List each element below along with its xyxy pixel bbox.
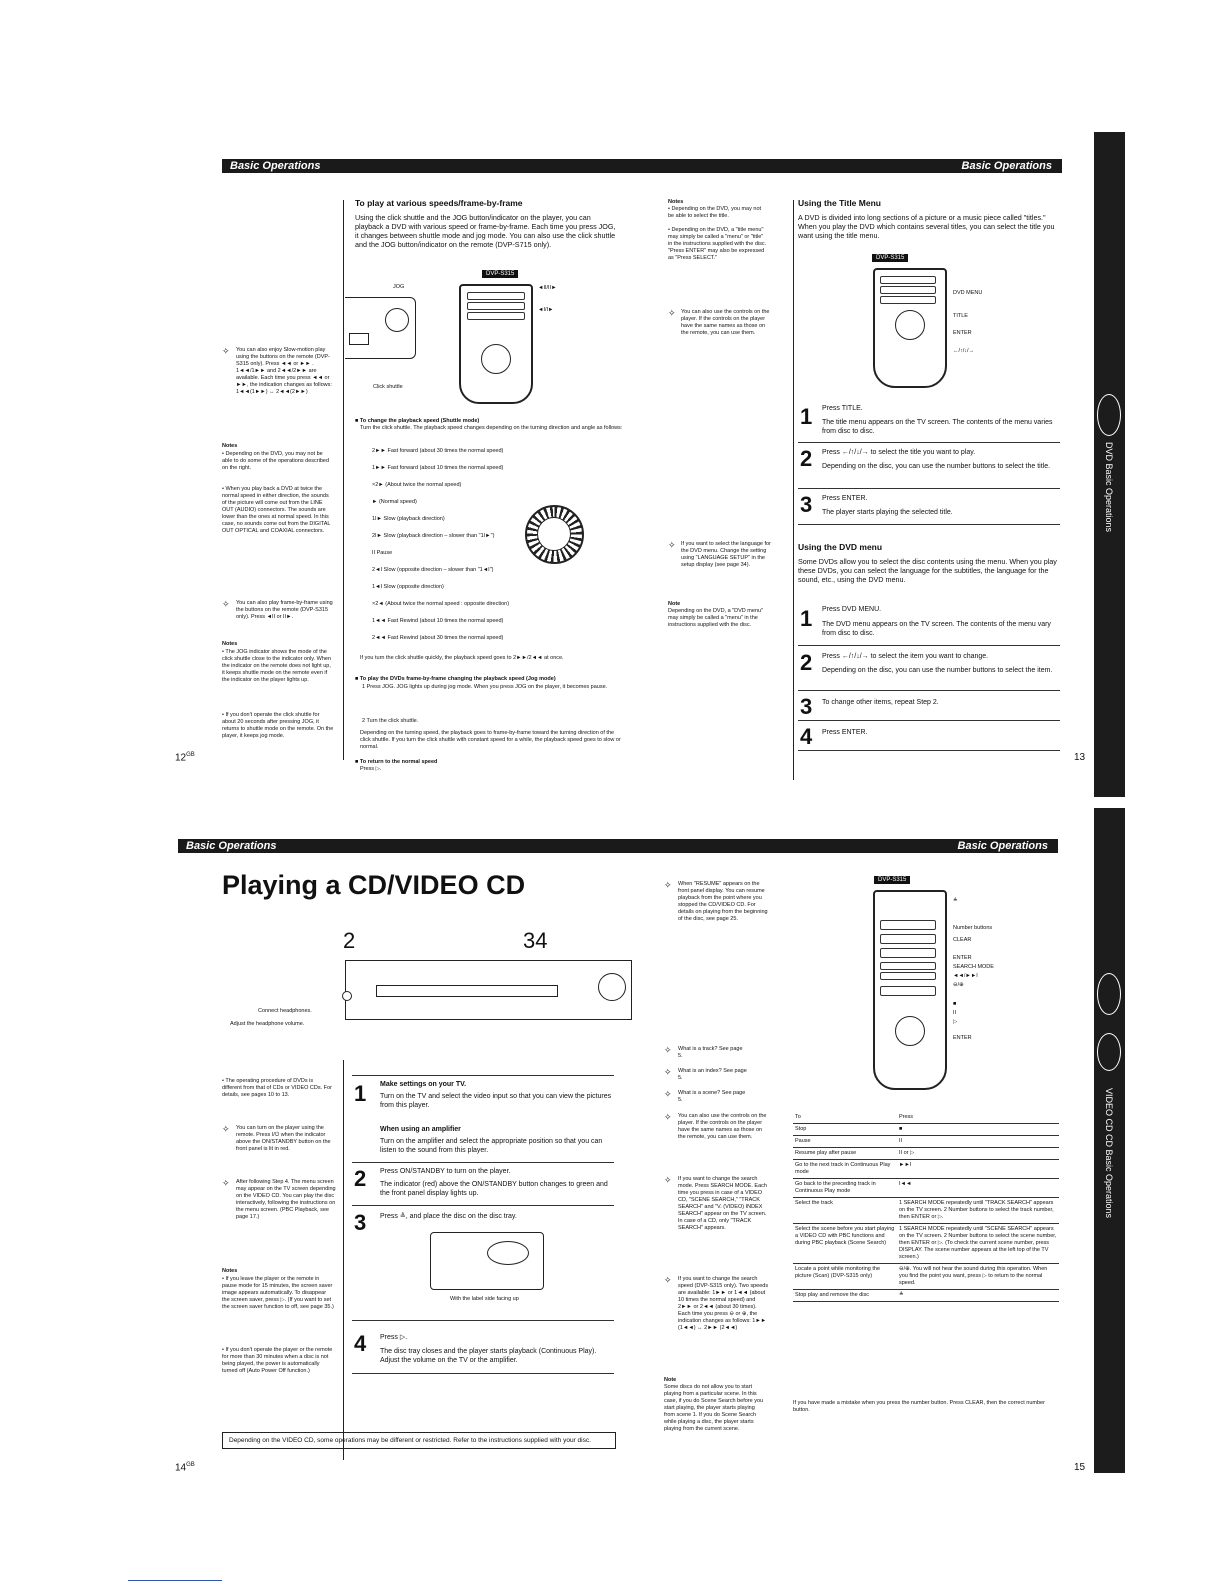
remote-buttons bbox=[880, 296, 936, 304]
tip-icon: ✧ bbox=[664, 1089, 672, 1099]
page14-column-rule bbox=[343, 1060, 344, 1460]
step-heading: Press ENTER. bbox=[822, 495, 868, 502]
step-number: 1 bbox=[800, 606, 813, 631]
jog-mode-head: ■ To play the DVDs frame-by-frame changing the playback speed (Jog mode) bbox=[355, 676, 556, 682]
table-row bbox=[793, 1198, 1059, 1224]
step2-text: The indicator (red) above the ON/STANDBY button changes to green and the front panel display lights up. bbox=[380, 1181, 608, 1197]
tip-icon: ✧ bbox=[664, 1275, 672, 1285]
step-number: 4 bbox=[800, 724, 813, 749]
page14-tip1: You can turn on the player using the remote. Press I/⏻ when the indicator above the ON/STANDBY button on the front panel is lit in red. bbox=[236, 1125, 331, 1152]
dvd-menu-heading: Using the DVD menu bbox=[798, 542, 883, 552]
table-cell-to: Select the track bbox=[793, 1198, 897, 1224]
disc-tray bbox=[376, 985, 558, 997]
step-number: 3 bbox=[800, 694, 813, 719]
dvd-menu-steps bbox=[798, 600, 1060, 785]
step4-text: The disc tray closes and the player starts playback (Continuous Play). Adjust the volume on the TV or the amplifier. bbox=[380, 1348, 597, 1364]
shuttle-mode-text: Turn the click shuttle. The playback speed changes depending on the turning direction and angle as follows: bbox=[360, 425, 623, 431]
page-title: Playing a CD/VIDEO CD bbox=[222, 870, 526, 900]
page15-side-tab bbox=[1094, 808, 1125, 1473]
front-button bbox=[349, 333, 369, 345]
jog-step2: 2 Turn the click shuttle. bbox=[362, 718, 419, 724]
jog-label: JOG bbox=[393, 284, 405, 290]
page14-note1: • If you leave the player or the remote in pause mode for 15 minutes, the screen saver image appears automatically. To disappear the screen saver, press ▷. (If you want to set the screen saver function to off, see page 35.) bbox=[222, 1276, 334, 1310]
page14-tip2: After following Step 4. The menu screen may appear on the TV screen depending on the VIDEO CD. You can play the disc interactively, following the instructions on the menu screen. (PBC Playback, see page 17.) bbox=[236, 1179, 336, 1220]
remote-illustration bbox=[873, 268, 947, 388]
shuttle-mode-head: ■ To change the playback speed (Shuttle mode) bbox=[355, 418, 480, 424]
remote-buttons bbox=[467, 302, 525, 310]
step-heading: Press ←/↑/↓/→ to select the title you want to play. bbox=[822, 449, 976, 456]
page13-note1: • Depending on the DVD, you may not be able to select the title. bbox=[668, 206, 762, 219]
step-divider bbox=[798, 750, 1060, 751]
tray-label: With the label side facing up bbox=[450, 1296, 519, 1302]
table-cell-to: Pause bbox=[793, 1136, 897, 1148]
table-cell-to: Stop bbox=[793, 1124, 897, 1136]
table-cell-press: ⊖/⊕. You will not hear the sound during this operation. When you find the point you want, press ▷ to return to the normal speed. bbox=[897, 1264, 1059, 1290]
cd-logo-icon bbox=[1097, 1033, 1121, 1071]
step-text: Depending on the disc, you can use the number buttons to select the title. bbox=[822, 463, 1051, 470]
step-number: 4 bbox=[354, 1331, 367, 1356]
table-row bbox=[793, 1264, 1059, 1290]
step-text: The player starts playing the selected title. bbox=[822, 509, 953, 516]
page12-note2: • When you play back a DVD at twice the normal speed in either direction, the sounds of the picture will come out from the LINE OUT (AUDIO) connectors. The sounds are lower than the ones at normal speed. In this case, no sounds come out from the DIGITAL OUT OPTICAL and COAXIAL connectors. bbox=[222, 486, 331, 534]
table-cell-press: I◄◄ bbox=[897, 1179, 1059, 1198]
step-heading: To change other items, repeat Step 2. bbox=[822, 699, 939, 706]
model-badge: DVP-S315 bbox=[872, 254, 908, 262]
callout-number-buttons: Number buttons bbox=[953, 925, 993, 931]
remote-callout: ◄I/I► bbox=[538, 307, 554, 313]
tip-icon: ✧ bbox=[664, 1045, 672, 1055]
page12-number: $12^{GB}$ bbox=[175, 752, 195, 764]
page13-note3: Depending on the DVD, a "DVD menu" may simply be called a "menu" in the instructions supplied with the disc. bbox=[668, 608, 764, 628]
tip-icon: ✧ bbox=[664, 1175, 672, 1185]
step-number: 2 bbox=[800, 650, 813, 675]
page15-q2: What is an index? See page 5. bbox=[678, 1068, 747, 1081]
side-tab-label: DVD Basic Operations bbox=[1104, 442, 1114, 533]
callout-clear: CLEAR bbox=[953, 937, 972, 943]
page15-q3: What is a scene? See page 5. bbox=[678, 1090, 746, 1103]
step2-heading: Press ON/STANDBY to turn on the player. bbox=[380, 1168, 511, 1175]
step-divider bbox=[798, 690, 1060, 691]
remote-buttons bbox=[467, 292, 525, 300]
tip-icon: ✧ bbox=[222, 346, 230, 356]
page12-header-band bbox=[222, 159, 610, 173]
speed-item: 1◄◄ Fast Rewind (about 10 times the normal speed) bbox=[372, 618, 504, 624]
callout-arrows: ←/↑/↓/→ bbox=[953, 348, 975, 354]
page12-intro: Using the click shuttle and the JOG button/indicator on the player, you can playback a DVD with various speed or frame-by-frame. Each time you press JOG, it changes between shuttle mode and jog mode. You can also use the click shuttle and the JOG button/indicator on the remote (DVP-S715 only). bbox=[355, 213, 616, 249]
table-cell-to: Locate a point while monitoring the picture (Scan) (DVP-S315 only) bbox=[793, 1264, 897, 1290]
table-header-row bbox=[793, 1112, 1059, 1124]
table-cell-to: Go to the next track in Continuous Play mode bbox=[793, 1160, 897, 1179]
title-menu-intro: A DVD is divided into long sections of a picture or a music piece called "titles." When you play the DVD which contains several titles, you can select the title you want using the title menu. bbox=[798, 213, 1055, 240]
remote-buttons bbox=[880, 972, 936, 980]
page15-tip-controls: You can also use the controls on the player. If the controls on the player have the same names as those on the remote, you can use them. bbox=[678, 1113, 767, 1140]
amp-text: Turn on the amplifier and select the appropriate position so that you can listen to the sound from this player. bbox=[380, 1138, 603, 1154]
step-number: 1 bbox=[354, 1081, 367, 1106]
step-heading: Press DVD MENU. bbox=[822, 606, 882, 613]
step3-heading: Press ≜, and place the disc on the disc tray. bbox=[380, 1213, 517, 1220]
disc-tray-illustration bbox=[430, 1232, 544, 1290]
cd-player-illustration bbox=[345, 960, 632, 1020]
page13-note2: • Depending on the DVD, a "title menu" may simply be called a "menu" or "title" in the instructions supplied with the disc. "Press ENTER" may also be expressed as "Press SELECT." bbox=[668, 227, 767, 261]
speed-item: 2I► Slow (playback direction – slower than "1I►") bbox=[372, 533, 495, 539]
step-divider bbox=[798, 524, 1060, 525]
page13-side-tab bbox=[1094, 132, 1125, 797]
adjust-volume-label: Adjust the headphone volume. bbox=[230, 1021, 305, 1027]
step-divider bbox=[798, 442, 1060, 443]
boxed-note: Depending on the VIDEO CD, some operations may be different or restricted. Refer to the instructions supplied with your disc. bbox=[222, 1432, 616, 1449]
speed-item: ► (Normal speed) bbox=[372, 499, 417, 505]
page13-column-rule bbox=[793, 200, 794, 780]
disc-icon bbox=[487, 1241, 529, 1265]
table-row bbox=[793, 1124, 1059, 1136]
page12-tip2: You can also play frame-by-frame using the buttons on the remote (DVP-S315 only). Press ◄II or II►. bbox=[236, 600, 333, 620]
table-header-press: Press bbox=[897, 1112, 1059, 1124]
dvd-logo-icon bbox=[1097, 394, 1121, 436]
table-row bbox=[793, 1160, 1059, 1179]
page12-note4: • If you don't operate the click shuttle for about 20 seconds after pressing JOG, it returns to shuttle mode on the remote. On the player, it keeps jog mode. bbox=[222, 712, 334, 739]
table-row bbox=[793, 1224, 1059, 1264]
step1-heading: Make settings on your TV. bbox=[380, 1081, 467, 1088]
table-row bbox=[793, 1290, 1059, 1302]
speed-item: 1◄I Slow (opposite direction) bbox=[372, 584, 444, 590]
speed-item: 2►► Fast forward (about 30 times the normal speed) bbox=[372, 448, 504, 454]
callout-scan: ⊖/⊕ bbox=[953, 982, 964, 988]
volume-knob bbox=[598, 973, 626, 1001]
tip-icon: ✧ bbox=[222, 599, 230, 609]
dvd-menu-intro: Some DVDs allow you to select the disc contents using the menu. When you play these DVDs, you can select the language for the subtitles, the language for the sound, etc., using the DVD menu. bbox=[798, 557, 1057, 584]
page12-section-title: To play at various speeds/frame-by-frame bbox=[355, 198, 523, 208]
remote-buttons bbox=[880, 962, 936, 970]
speed-item: 1►► Fast forward (about 10 times the normal speed) bbox=[372, 465, 504, 471]
page12-note1: • Depending on the DVD, you may not be able to do some of the operations described on the right. bbox=[222, 451, 330, 471]
page14-header-label: Basic Operations bbox=[186, 840, 277, 852]
page15-header-label: Basic Operations bbox=[957, 840, 1048, 852]
label-step-34: 34 bbox=[523, 928, 548, 953]
remote-cursor-pad bbox=[895, 310, 925, 340]
click-shuttle-label: Click shuttle bbox=[373, 384, 403, 390]
table-cell-press: ■ bbox=[897, 1124, 1059, 1136]
headphone-jack bbox=[342, 991, 352, 1001]
remote-cursor-pad bbox=[895, 1016, 925, 1046]
title-menu-heading: Using the Title Menu bbox=[798, 198, 881, 208]
page13-notes-title: Notes bbox=[668, 199, 684, 205]
step-divider bbox=[352, 1205, 614, 1206]
model-badge: DVP-S315 bbox=[482, 270, 518, 278]
remote-illustration bbox=[459, 284, 533, 404]
shuttle-dial-center bbox=[537, 517, 571, 551]
title-menu-steps bbox=[798, 400, 1060, 530]
remote-buttons bbox=[467, 312, 525, 320]
page14-header-band bbox=[178, 839, 619, 853]
page13-note-title2: Note bbox=[668, 601, 681, 607]
table-cell-to: Resume play after pause bbox=[793, 1148, 897, 1160]
callout-search-mode: SEARCH MODE bbox=[953, 964, 994, 970]
remote-buttons bbox=[880, 920, 936, 930]
operations-table bbox=[793, 1112, 1059, 1302]
page12-notes2-title: Notes bbox=[222, 641, 238, 647]
page15-tip-search: If you want to change the search mode. Press SEARCH MODE. Each time you press in case of a VIDEO CD, "SCENE SEARCH," "TRACK SEARCH" and "V. (VIDEO) INDEX SEARCH" appear on the TV screen. In case of a CD, only "TRACK SEARCH" appears. bbox=[678, 1176, 767, 1231]
callout-skip: ◄◄/►►I bbox=[953, 973, 978, 979]
table-cell-to: Select the scene before you start playing a VIDEO CD with PBC functions and during PBC playback (Scene Search) bbox=[793, 1224, 897, 1264]
remote-buttons bbox=[880, 948, 936, 958]
page13-header-band bbox=[610, 159, 1062, 173]
callout-stop: ■ bbox=[953, 1001, 957, 1007]
step-number: 1 bbox=[800, 404, 813, 429]
remote-callout: ◄II/II► bbox=[538, 285, 557, 291]
table-cell-press: II bbox=[897, 1136, 1059, 1148]
page14-number: $14^{GB}$ bbox=[175, 1462, 195, 1474]
callout-enter: ENTER bbox=[953, 955, 972, 961]
remote-buttons bbox=[880, 986, 936, 996]
page15-tip-resume: When "RESUME" appears on the front panel display. You can resume playback from the point where you stopped the CD/VIDEO CD. For details on playing from the beginning of the disc, see page 25. bbox=[678, 881, 768, 922]
remote-buttons bbox=[880, 934, 936, 944]
page14-side-note: • The operating procedure of DVDs is different from that of CDs or VIDEO CDs. For details, see pages 10 to 13. bbox=[222, 1078, 332, 1098]
table-cell-press: 1 SEARCH MODE repeatedly until "TRACK SEARCH" appears on the TV screen. 2 Number buttons to select the track number, then ENTER or ▷. bbox=[897, 1198, 1059, 1224]
side-tab-label: VIDEO CD CD Basic Operations bbox=[1104, 1088, 1114, 1219]
page15-header-band bbox=[619, 839, 1058, 853]
table-cell-press: II or ▷ bbox=[897, 1148, 1059, 1160]
bottom-rule bbox=[128, 1580, 222, 1581]
remote-shuttle-dial bbox=[481, 344, 511, 374]
tip-icon: ✧ bbox=[664, 1067, 672, 1077]
step-number: 3 bbox=[354, 1210, 367, 1235]
step-heading: Press ENTER. bbox=[822, 729, 868, 736]
speed-item: 1I► Slow (playback direction) bbox=[372, 516, 445, 522]
mistake-tip: If you have made a mistake when you press the number button. Press CLEAR, then the correct number button. bbox=[793, 1400, 1045, 1413]
step-divider bbox=[352, 1373, 614, 1374]
page12-tip1: You can also enjoy Slow-motion play using the buttons on the remote (DVP-S315 only). Press ◄◄ or ►► . 1◄◄/1►► and 2◄◄/2►► are available. Each time you press ◄◄ or ►►, the indication changes as follows: 1◄◄(1►►) ↔ 2◄◄(2►►) bbox=[236, 347, 332, 395]
page13-header-label: Basic Operations bbox=[961, 160, 1052, 172]
tip-icon: ✧ bbox=[668, 308, 676, 318]
step1-text: Turn on the TV and select the video input so that you can view the pictures from this player. bbox=[380, 1093, 612, 1109]
table-row bbox=[793, 1136, 1059, 1148]
callout-eject: ≜ bbox=[953, 898, 958, 904]
video-cd-logo-icon bbox=[1097, 973, 1121, 1015]
remote-buttons bbox=[880, 286, 936, 294]
table-cell-press: 1 SEARCH MODE repeatedly until "SCENE SEARCH" appears on the TV screen. 2 Number buttons to select the scene number, then ENTER or ▷. (To check the current scene number, press DISPLAY. The scene number appears at the left top of the TV screen.) bbox=[897, 1224, 1059, 1264]
page13-tip2: If you want to select the language for the DVD menu. Change the setting using "LANGUAGE SETUP" in the setup display (see page 34). bbox=[681, 541, 771, 568]
step4-heading: Press ▷. bbox=[380, 1334, 408, 1341]
model-badge: DVP-S315 bbox=[874, 876, 910, 884]
step-divider bbox=[352, 1162, 614, 1163]
tip-icon: ✧ bbox=[222, 1124, 230, 1134]
tip-icon: ✧ bbox=[222, 1178, 230, 1188]
page15-note: Some discs do not allow you to start playing from a particular scene. In this case, if you do Scene Search before you start playing, the player starts playing from scene 1. If you do Scene Search while playing a disc, the player starts playing from the current scene. bbox=[664, 1384, 764, 1432]
speed-item: II Pause bbox=[372, 550, 393, 556]
connect-headphones-label: Connect headphones. bbox=[258, 1008, 312, 1014]
callout-pause: II bbox=[953, 1010, 957, 1016]
tip-icon: ✧ bbox=[664, 1112, 672, 1122]
page15-q1: What is a track? See page 5. bbox=[678, 1046, 743, 1059]
amp-heading: When using an amplifier bbox=[380, 1126, 461, 1133]
page13-number: 13 bbox=[1074, 752, 1086, 763]
table-cell-press: ≜ bbox=[897, 1290, 1059, 1302]
step-heading: Press TITLE. bbox=[822, 405, 863, 412]
step-number: 2 bbox=[800, 446, 813, 471]
step-divider bbox=[798, 720, 1060, 721]
callout-enter: ENTER bbox=[953, 330, 972, 336]
step-number: 2 bbox=[354, 1166, 367, 1191]
speed-item: ×2► (About twice the normal speed) bbox=[372, 482, 462, 488]
page15-number: 15 bbox=[1074, 1462, 1086, 1473]
table-cell-to: Stop play and remove the disc bbox=[793, 1290, 897, 1302]
remote-illustration bbox=[873, 890, 947, 1090]
step-divider bbox=[352, 1075, 614, 1076]
speed-item: 2◄◄ Fast Rewind (about 30 times the normal speed) bbox=[372, 635, 504, 641]
table-header-to: To bbox=[793, 1112, 897, 1124]
remote-buttons bbox=[880, 276, 936, 284]
player-illustration bbox=[345, 297, 416, 359]
quick-turn-text: If you turn the click shuttle quickly, the playback speed goes to 2►►/2◄◄ at once. bbox=[360, 655, 564, 661]
speed-item: ×2◄ (About twice the normal speed : opposite direction) bbox=[372, 601, 510, 607]
tip-icon: ✧ bbox=[668, 540, 676, 550]
page12-notes-title: Notes bbox=[222, 443, 238, 449]
label-step-2: 2 bbox=[343, 928, 356, 953]
page15-note-title: Note bbox=[664, 1377, 677, 1383]
table-row bbox=[793, 1179, 1059, 1198]
normal-speed-text: Press ▷. bbox=[360, 766, 382, 772]
step-text: The title menu appears on the TV screen. The contents of the menu varies from disc to disc. bbox=[822, 419, 1053, 435]
page12-note3: • The JOG indicator shows the mode of the click shuttle close to the indicator only. When the indicator on the remote does not light up, it keeps shuttle mode on the remote even if the indicator on the player lights up. bbox=[222, 649, 332, 683]
speed-item: 2◄I Slow (opposite direction – slower than "1◄I") bbox=[372, 567, 494, 573]
table-cell-press: ►►I bbox=[897, 1160, 1059, 1179]
step-divider bbox=[798, 645, 1060, 646]
callout-title: TITLE bbox=[953, 313, 968, 319]
step-heading: Press ←/↑/↓/→ to select the item you want to change. bbox=[822, 653, 989, 660]
page14-notes-title: Notes bbox=[222, 1268, 238, 1274]
step-divider bbox=[352, 1320, 614, 1321]
step-text: Depending on the disc, you can use the number buttons to select the item. bbox=[822, 667, 1053, 674]
callout-play: ▷ bbox=[953, 1019, 958, 1025]
page13-tip1: You can also use the controls on the player. If the controls on the player have the same names as those on the remote, you can use them. bbox=[681, 309, 770, 336]
page12-column-rule bbox=[343, 200, 344, 760]
jog-text: Depending on the turning speed, the playback goes to frame-by-frame toward the turning direction of the click shuttle. If you turn the click shuttle with constant speed for a while, the playback speed goes to slow or normal. bbox=[360, 730, 621, 750]
page14-note2: • If you don't operate the player or the remote for more than 30 minutes when a disc is not being played, the power is automatically turned off (Auto Power Off function.) bbox=[222, 1347, 333, 1374]
table-row bbox=[793, 1148, 1059, 1160]
jog-dial bbox=[385, 308, 409, 332]
step-text: The DVD menu appears on the TV screen. The contents of the menu vary from disc to disc. bbox=[822, 621, 1051, 637]
jog-step1: 1 Press JOG. JOG lights up during jog mode. When you press JOG on the player, it becomes pause. bbox=[362, 684, 608, 690]
callout-enter-2: ENTER bbox=[953, 1035, 972, 1041]
step-number: 3 bbox=[800, 492, 813, 517]
tip-icon: ✧ bbox=[664, 880, 672, 890]
callout-dvd-menu: DVD MENU bbox=[953, 290, 983, 296]
page15-tip-speed: If you want to change the search speed (DVP-S315 only). Two speeds are available: 1►► or 1◄◄ (about 10 times the normal speed) and 2►► or 2◄◄ (about 30 times). Each time you press ⊖ or ⊕, the indication changes as follows: 1►► (1◄◄) ↔ 2►► (2◄◄) bbox=[678, 1276, 769, 1331]
normal-speed-head: ■ To return to the normal speed bbox=[355, 759, 438, 765]
step-divider bbox=[798, 488, 1060, 489]
page12-header-label: Basic Operations bbox=[230, 160, 321, 172]
table-cell-to: Go back to the preceding track in Continuous Play mode bbox=[793, 1179, 897, 1198]
